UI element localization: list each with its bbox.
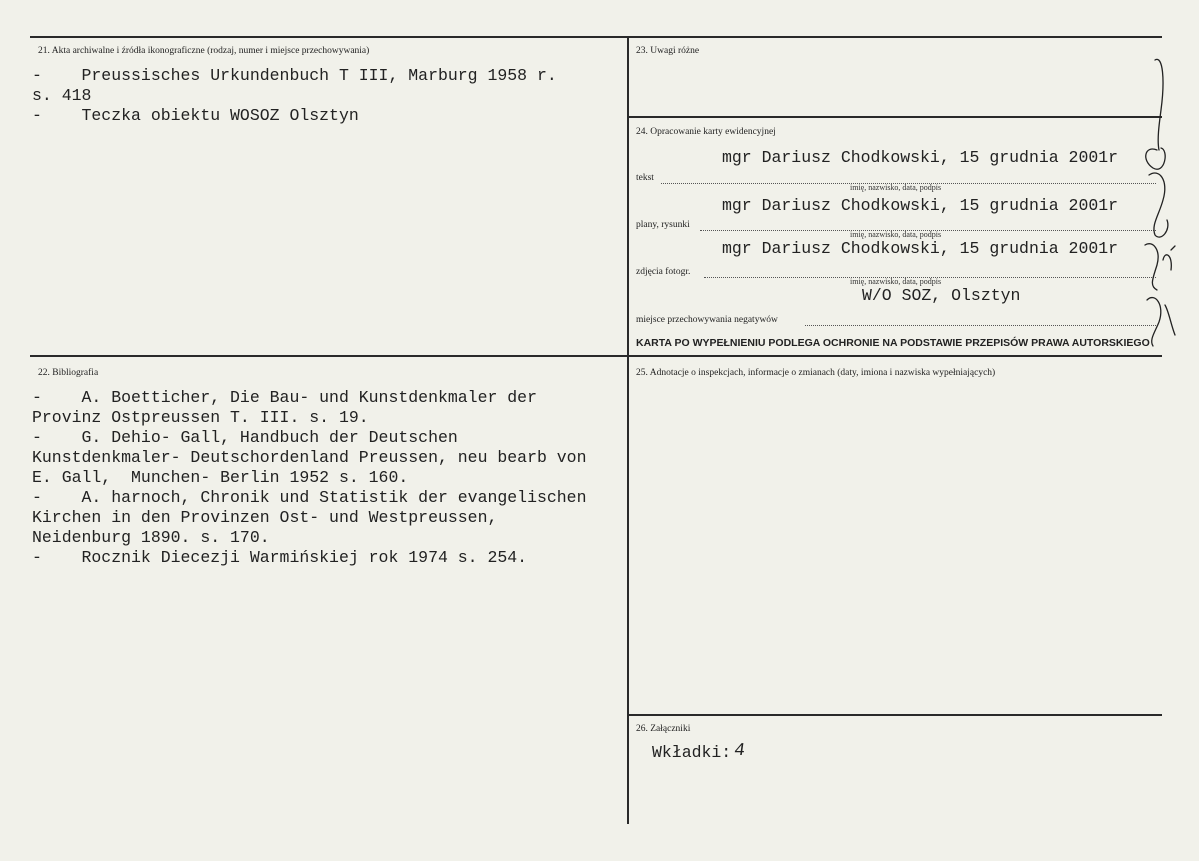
wkladki-value: 4: [732, 741, 747, 761]
tekst-caption: imię, nazwisko, data, podpis: [850, 183, 942, 192]
center-divider: [627, 36, 629, 824]
section-26-label: 26. Załączniki: [636, 724, 691, 734]
section-22-label: 22. Bibliografia: [38, 368, 99, 378]
zdjecia-value: mgr Dariusz Chodkowski, 15 grudnia 2001r: [722, 239, 1119, 258]
bibliography-line: E. Gall, Munchen- Berlin 1952 s. 160.: [32, 468, 409, 487]
wkladki-label: Wkładki:: [652, 743, 732, 762]
section-21-line: - Preussisches Urkundenbuch T III, Marburg 1958 r.: [32, 66, 557, 85]
bibliography-line: Kunstdenkmaler- Deutschordenland Preussen, neu bearb von: [32, 448, 587, 467]
tekst-label: tekst: [636, 173, 654, 183]
signature-icon: [1135, 50, 1185, 350]
zdjecia-label: zdjęcia fotogr.: [636, 267, 691, 277]
zdjecia-caption: imię, nazwisko, data, podpis: [850, 277, 942, 286]
copyright-notice: KARTA PO WYPEŁNIENIU PODLEGA OCHRONIE NA PODSTAWIE PRZEPISÓW PRAWA AUTORSKIEGO: [636, 337, 1150, 349]
bibliography-line: - A. Boetticher, Die Bau- und Kunstdenkmaler der: [32, 388, 537, 407]
miejsce-dotted-line: [805, 325, 1156, 326]
miejsce-label: miejsce przechowywania negatywów: [636, 315, 778, 325]
top-rule: [30, 36, 1162, 38]
bibliography-line: Kirchen in den Provinzen Ost- und Westpreussen,: [32, 508, 498, 527]
middle-rule-left: [30, 355, 628, 357]
middle-rule-right: [628, 355, 1162, 357]
section-25-label: 25. Adnotacje o inspekcjach, informacje o zmianach (daty, imiona i nazwiska wypełniających): [636, 368, 996, 378]
bibliography-line: - G. Dehio- Gall, Handbuch der Deutschen: [32, 428, 458, 447]
plany-caption: imię, nazwisko, data, podpis: [850, 230, 942, 239]
plany-value: mgr Dariusz Chodkowski, 15 grudnia 2001r: [722, 196, 1119, 215]
plany-label: plany, rysunki: [636, 220, 690, 230]
miejsce-value: W/O SOZ, Olsztyn: [862, 286, 1021, 305]
section-21-line: s. 418: [32, 86, 92, 105]
bibliography-line: - Rocznik Diecezji Warmińskiej rok 1974 s. 254.: [32, 548, 528, 567]
bibliography-line: Neidenburg 1890. s. 170.: [32, 528, 270, 547]
rule-23-24: [628, 116, 1162, 118]
bibliography-line: Provinz Ostpreussen T. III. s. 19.: [32, 408, 369, 427]
section-21-line: - Teczka obiektu WOSOZ Olsztyn: [32, 106, 359, 125]
section-23-label: 23. Uwagi różne: [636, 46, 700, 56]
section-24-label: 24. Opracowanie karty ewidencyjnej: [636, 127, 776, 137]
bibliography-line: - A. harnoch, Chronik und Statistik der evangelischen: [32, 488, 587, 507]
rule-25-26: [628, 714, 1162, 716]
tekst-value: mgr Dariusz Chodkowski, 15 grudnia 2001r: [722, 148, 1119, 167]
section-21-label: 21. Akta archiwalne i źródła ikonograficzne (rodzaj, numer i miejsce przechowywania): [38, 46, 370, 56]
